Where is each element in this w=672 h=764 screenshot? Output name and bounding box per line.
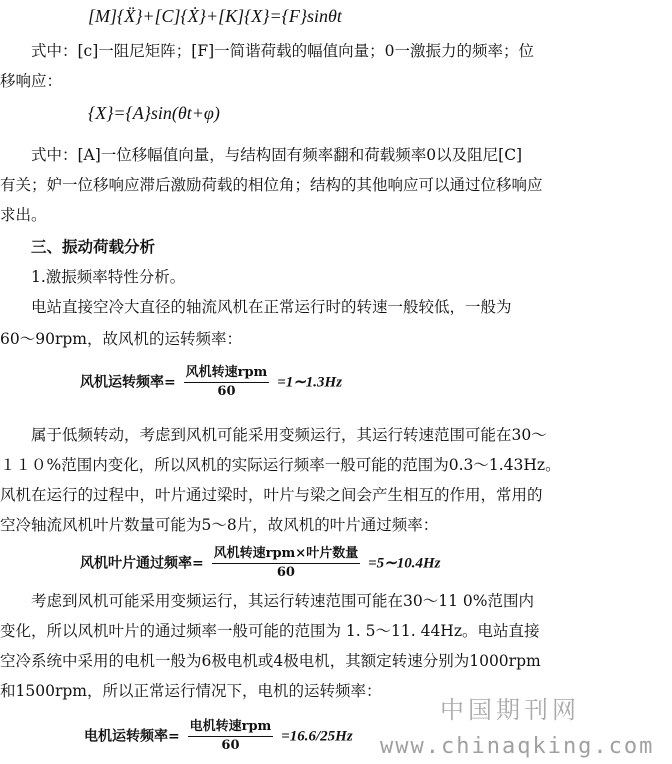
paragraph-line: 属于低频转动，考虑到风机可能采用变频运行，其运行转速范围可能在30～ [0, 426, 547, 444]
paragraph-line: 式中：[A]一位移幅值向量，与结构固有频率翻和荷载频率0以及阻尼[C] [0, 146, 523, 164]
paragraph-line: １１０%范围内变化，所以风机的实际运行频率一般可能的范围为0.3～1.43Hz。 [0, 456, 561, 474]
equation-fan-frequency [80, 364, 342, 401]
paragraph-line: 电站直接空冷大直径的轴流风机在正常运行时的转速一般较低，一般为 [0, 298, 512, 316]
paragraph-line: 风机在运行的过程中，叶片通过梁时，叶片与梁之间会产生相互的作用，常用的 [0, 486, 543, 504]
paragraph-line: 60～90rpm，故风机的运转频率： [0, 330, 242, 348]
paragraph-line: 变化，所以风机叶片的通过频率一般可能的范围为 1. 5～11. 44Hz。电站直接 [0, 622, 540, 640]
equation-rhs: =16.6/25Hz [281, 728, 353, 745]
paragraph-line: 有关；妒一位移响应滞后激励荷载的相位角；结构的其他响应可以通过位移响应 [0, 176, 543, 194]
fraction-numerator: 电机转速rpm [188, 718, 274, 737]
paragraph-line: 和1500rpm，所以正常运行情况下，电机的运转频率： [0, 682, 382, 700]
section-heading: 三、振动荷载分析 [0, 237, 156, 256]
equation-lhs: 电机运转频率= [84, 728, 180, 745]
paragraph-line: 移响应： [0, 72, 63, 90]
paragraph-line: 考虑到风机可能采用变频运行，其运行转速范围可能在30～11 0%范围内 [0, 592, 534, 610]
equation-fraction [188, 718, 274, 755]
fraction-denominator: 60 [221, 738, 240, 753]
fraction-numerator: 风机转速rpm [184, 364, 270, 383]
fraction-numerator: 风机转速rpm×叶片数量 [212, 545, 361, 564]
subsection-heading: 1.激振频率特性分析。 [0, 268, 186, 286]
equation-fraction [184, 364, 270, 401]
fraction-denominator: 60 [217, 384, 236, 399]
paragraph-line: 空冷系统中采用的电机一般为6极电机或4极电机，其额定转速分别为1000rpm [0, 652, 541, 670]
watermark-url: www.chinaqking.com [380, 734, 655, 759]
equation-blade-frequency [80, 545, 440, 582]
paragraph-line: 求出。 [0, 206, 47, 224]
equation-rhs: =5∼10.4Hz [368, 555, 441, 572]
equation-displacement: {X}={A}sin(θt+φ) [88, 103, 220, 123]
paragraph-line: 式中：[c]一阻尼矩阵；[F]一简谐荷载的幅值向量；0一激振力的频率；位 [0, 42, 534, 60]
equation-fraction [212, 545, 361, 582]
equation-lhs: 风机叶片通过频率= [80, 555, 204, 572]
paragraph-line: 空冷轴流风机叶片数量可能为5～8片，故风机的叶片通过频率： [0, 516, 439, 534]
watermark-site-name: 中国期刊网 [440, 696, 580, 724]
equation-motion: [M]{Ẍ}+[C]{Ẋ}+[K]{X}={F}sinθt [88, 6, 342, 26]
equation-rhs: =1∼1.3Hz [277, 374, 343, 391]
equation-lhs: 风机运转频率= [80, 374, 176, 391]
fraction-denominator: 60 [276, 565, 295, 580]
equation-motor-frequency [84, 718, 353, 755]
